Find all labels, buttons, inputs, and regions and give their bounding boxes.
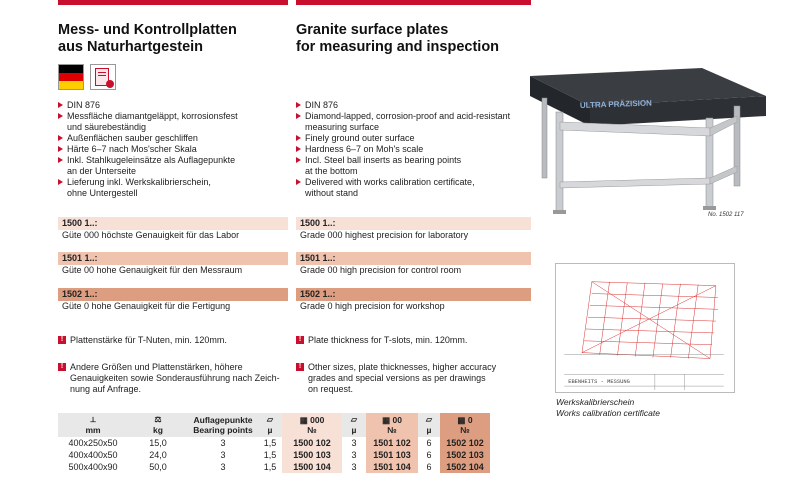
grade-icon: ▦ bbox=[382, 415, 393, 425]
grade-band-1502-en: 1502 1..: bbox=[296, 288, 531, 301]
feature-item-cont: measuring surface bbox=[305, 122, 380, 132]
feature-item: Hardness 6–7 on Moh's scale bbox=[296, 144, 531, 155]
grade-text-1500-en: Grade 000 highest precision for laboratory bbox=[300, 230, 469, 240]
feature-item: Messfläche diamantgeläppt, korrosionsfest bbox=[58, 111, 288, 122]
grade-icon: ▦ bbox=[457, 415, 468, 425]
feature-item: Außenflächen sauber geschliffen bbox=[58, 133, 288, 144]
certificate-caption: Werkskalibrierschein Works calibration certificate bbox=[556, 397, 660, 418]
grade-band-1502: 1502 1..: bbox=[58, 288, 288, 301]
grade-band-1501-en: 1501 1..: bbox=[296, 252, 531, 265]
granite-plate-image bbox=[520, 62, 780, 222]
certificate-footer-title: EBENHEITS - MESSUNG bbox=[568, 378, 630, 386]
size-icon: ⟂ bbox=[90, 415, 96, 424]
english-feature-list bbox=[296, 100, 531, 199]
feature-item: DIN 876 bbox=[296, 100, 531, 111]
german-note-custom: ! Andere Größen und Plattenstärken, höhere Genauigkeiten sowie Sonderausführung nach Zeich- nung auf Anfrage. bbox=[58, 362, 288, 395]
grade-band-1500-en: 1500 1..: bbox=[296, 217, 531, 230]
warning-icon: ! bbox=[296, 336, 304, 344]
table-row: 500x400x90 50,0 3 1,5 1500 104 3 1501 104 6 1502 104 bbox=[58, 461, 490, 473]
col-grade-0: ▦ 0 № bbox=[440, 413, 490, 437]
english-note-custom: ! Other sizes, plate thicknesses, higher accuracy grades and special versions as per drawings on request. bbox=[296, 362, 531, 395]
col-grade-000: ▦ 000 № bbox=[282, 413, 342, 437]
grade-text-1501: Güte 00 hohe Genauigkeit für den Messraum bbox=[62, 265, 243, 275]
warning-icon: ! bbox=[296, 363, 304, 371]
col-flatness-0: ▱ µ bbox=[418, 413, 440, 437]
product-table bbox=[58, 413, 490, 473]
table-row: 400x400x50 24,0 3 1,5 1500 103 3 1501 103 6 1502 103 bbox=[58, 449, 490, 461]
certificate-icon bbox=[90, 64, 116, 90]
german-note-tslots: ! Plattenstärke für T-Nuten, min. 120mm. bbox=[58, 335, 288, 346]
feature-item: Diamond-lapped, corrosion-proof and acid-resistant bbox=[296, 111, 531, 122]
col-size: ⟂ mm bbox=[58, 413, 128, 437]
grade-band-1501: 1501 1..: bbox=[58, 252, 288, 265]
flatness-icon: ▱ bbox=[266, 415, 274, 424]
grade-band-1500: 1500 1..: bbox=[58, 217, 288, 230]
flatness-icon: ▱ bbox=[350, 415, 358, 424]
feature-item-cont: an der Unterseite bbox=[67, 166, 137, 176]
feature-item-cont: ohne Untergestell bbox=[67, 188, 138, 198]
col-grade-00: ▦ 00 № bbox=[366, 413, 418, 437]
warning-icon: ! bbox=[58, 336, 66, 344]
feature-item-cont: und säurebeständig bbox=[67, 122, 147, 132]
german-feature-list bbox=[58, 100, 288, 199]
flatness-icon: ▱ bbox=[425, 415, 433, 424]
calibration-certificate-image bbox=[555, 263, 735, 393]
feature-item-cont: at the bottom bbox=[305, 166, 358, 176]
feature-item: Härte 6–7 nach Mos'scher Skala bbox=[58, 144, 288, 155]
feature-item: Lieferung inkl. Werkskalibrierschein, bbox=[58, 177, 288, 188]
image-ref-number: No. 1502 117 bbox=[708, 212, 744, 218]
top-accent-bar-left bbox=[58, 0, 288, 5]
feature-item: Delivered with works calibration certificate, bbox=[296, 177, 531, 188]
feature-item-cont: without stand bbox=[305, 188, 359, 198]
brand-label: ULTRA PRÄZISION bbox=[579, 98, 653, 110]
grade-text-1502: Güte 0 hohe Genauigkeit für die Fertigung bbox=[62, 301, 231, 311]
english-note-tslots: ! Plate thickness for T-slots, min. 120mm. bbox=[296, 335, 531, 346]
top-accent-bar-right bbox=[296, 0, 531, 5]
feature-item: DIN 876 bbox=[58, 100, 288, 111]
grade-text-1501-en: Grade 00 high precision for control room bbox=[300, 265, 462, 275]
warning-icon: ! bbox=[58, 363, 66, 371]
grade-text-1500: Güte 000 höchste Genauigkeit für das Labor bbox=[62, 230, 240, 240]
english-title: Granite surface plates for measuring and inspection bbox=[296, 22, 500, 55]
feature-item: Inkl. Stahlkugeleinsätze als Auflagepunkte bbox=[58, 155, 288, 166]
col-weight: ⚖ kg bbox=[128, 413, 188, 437]
weight-icon: ⚖ bbox=[154, 415, 162, 424]
col-flatness-00: ▱ µ bbox=[342, 413, 366, 437]
col-bearing-points: Auflagepunkte Bearing points bbox=[188, 413, 258, 437]
grade-icon: ▦ bbox=[299, 415, 311, 425]
german-title: Mess- und Kontrollplatten aus Naturhartgestein bbox=[58, 22, 237, 55]
feature-item: Finely ground outer surface bbox=[296, 133, 531, 144]
table-row: 400x250x50 15,0 3 1,5 1500 102 3 1501 102 6 1502 102 bbox=[58, 437, 490, 449]
feature-item: Incl. Steel ball inserts as bearing points bbox=[296, 155, 531, 166]
col-flatness-000: ▱ µ bbox=[258, 413, 282, 437]
german-flag-icon bbox=[58, 64, 84, 90]
grade-text-1502-en: Grade 0 high precision for workshop bbox=[300, 301, 445, 311]
